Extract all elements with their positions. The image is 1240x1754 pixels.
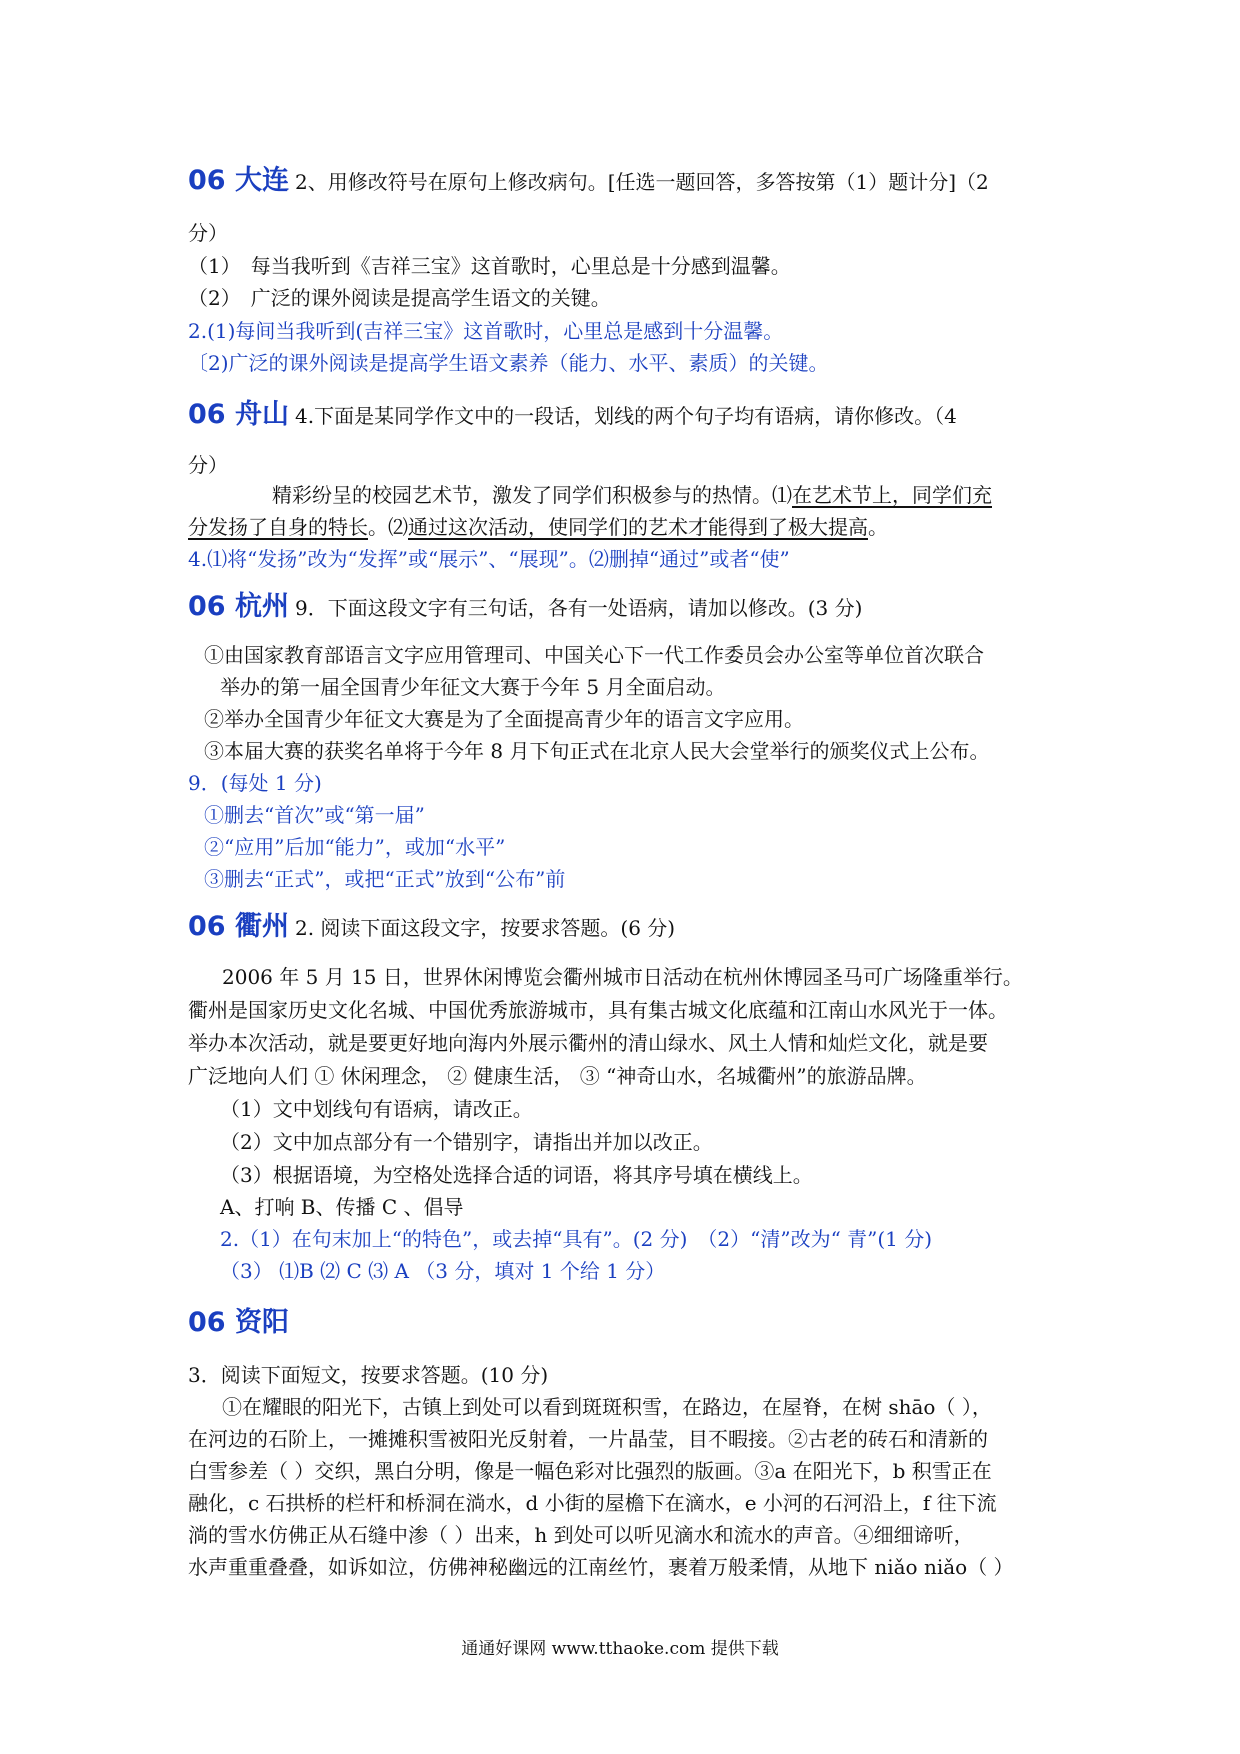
- passage-line-2: [188, 512, 888, 542]
- passage-line: 衢州是国家历史文化名城、中国优秀旅游城市，具有集古城文化底蕴和江南山水风光于一体。: [188, 998, 1008, 1022]
- underlined-sentence: 分发扬了自身的特长: [188, 515, 368, 539]
- region-tag: 06 资阳: [188, 1307, 289, 1338]
- page-footer: 通通好课网 www.tthaoke.com 提供下载: [461, 1639, 779, 1659]
- passage-line: 广泛地向人们 ① 休闲理念， ② 健康生活， ③ “神奇山水，名城衢州”的旅游品牌。: [188, 1064, 927, 1088]
- answer-1: ①删去“首次”或“第一届”: [204, 803, 425, 827]
- sub-question-3: （3）根据语境，为空格处选择合适的词语，将其序号填在横线上。: [220, 1163, 813, 1187]
- passage-line-1: [272, 480, 992, 510]
- passage-line: 水声重重叠叠，如诉如泣，仿佛神秘幽远的江南丝竹，裹着万般柔情，从地下 niǎo niǎo（ ）: [188, 1555, 1014, 1579]
- passage-line: ③本届大赛的获奖名单将于今年 8 月下旬正式在北京人民大会堂举行的颁奖仪式上公布。: [204, 739, 990, 763]
- section-zhoushan-question: [188, 400, 957, 431]
- question-text: 3．阅读下面短文，按要求答题。(10 分): [188, 1363, 549, 1387]
- question-text: 2、用修改符号在原句上修改病句。[任选一题回答，多答按第（1）题计分]（2: [294, 170, 989, 194]
- question-continuation: 分）: [188, 221, 228, 245]
- answer-2: （3） ⑴B ⑵ C ⑶ A （3 分，填对 1 个给 1 分）: [220, 1259, 666, 1283]
- passage-line: 淌的雪水仿佛正从石缝中渗（ ）出来，h 到处可以听见滴水和流水的声音。④细细谛听，: [188, 1523, 974, 1547]
- answer-2: ②“应用”后加“能力”，或加“水平”: [204, 835, 506, 859]
- passage-line: ①在耀眼的阳光下，古镇上到处可以看到斑斑积雪，在路边，在屋脊，在树 shāo（ ），: [222, 1395, 992, 1419]
- question-text: 9．下面这段文字有三句话，各有一处语病，请加以修改。(3 分): [294, 596, 863, 620]
- passage-line: 在河边的石阶上，一摊摊积雪被阳光反射着，一片晶莹，目不暇接。②古老的砖石和清新的: [188, 1427, 988, 1451]
- item-2: （2） 广泛的课外阅读是提高学生语文的关键。: [188, 286, 611, 310]
- sub-question-1: （1）文中划线句有语病，请改正。: [220, 1097, 533, 1121]
- item-1: （1） 每当我听到《吉祥三宝》这首歌时，心里总是十分感到温馨。: [188, 254, 791, 278]
- section-ziyang-title: [188, 1308, 295, 1339]
- options: A、打响 B、传播 C 、倡导: [220, 1195, 464, 1219]
- passage-line: ②举办全国青少年征文大赛是为了全面提高青少年的语言文字应用。: [204, 707, 804, 731]
- answer-1: 2.(1)每间当我听到(吉祥三宝》这首歌时，心里总是感到十分温馨。: [188, 319, 784, 343]
- underlined-sentence: 在艺术节上，同学们充: [792, 483, 992, 507]
- answer-header: 9．(每处 1 分): [188, 771, 322, 795]
- passage-text: 。⑵: [368, 515, 408, 539]
- passage-text: 精彩纷呈的校园艺术节，激发了同学们积极参与的热情。⑴: [272, 483, 792, 507]
- question-continuation: 分）: [188, 453, 228, 477]
- passage-line: 举办的第一届全国青少年征文大赛于今年 5 月全面启动。: [220, 675, 726, 699]
- section-dalian-question: [188, 166, 989, 197]
- passage-line: 举办本次活动，就是要更好地向海内外展示衢州的清山绿水、风土人情和灿烂文化，就是要: [188, 1031, 988, 1055]
- section-hangzhou-question: [188, 592, 862, 623]
- answer: 4.⑴将“发扬”改为“发挥”或“展示”、“展现”。⑵删掉“通过”或者“使”: [188, 547, 790, 571]
- answer-1: 2.（1）在句末加上“的特色”，或去掉“具有”。(2 分) （2）“清”改为“ 青”(1 分): [220, 1227, 933, 1251]
- passage-text: 。: [868, 515, 888, 539]
- underlined-sentence: 通过这次活动，使同学们的艺术才能得到了极大提高: [408, 515, 868, 539]
- passage-line: ①由国家教育部语言文字应用管理司、中国关心下一代工作委员会办公室等单位首次联合: [204, 643, 984, 667]
- region-tag: 06 杭州: [188, 591, 289, 622]
- passage-line: 融化，c 石拱桥的栏杆和桥洞在淌水，d 小街的屋檐下在滴水，e 小河的石河沿上，f 往下流: [188, 1491, 997, 1515]
- region-tag: 06 衢州: [188, 911, 289, 942]
- question-text: 4.下面是某同学作文中的一段话，划线的两个句子均有语病，请你修改。（4: [294, 404, 957, 428]
- section-quzhou-question: [188, 912, 675, 943]
- region-tag: 06 舟山: [188, 399, 289, 430]
- question-text: 2. 阅读下面这段文字，按要求答题。(6 分): [294, 916, 676, 940]
- passage-line: 白雪参差（ ）交织，黑白分明，像是一幅色彩对比强烈的版画。③a 在阳光下，b 积雪正在: [188, 1459, 992, 1483]
- answer-3: ③删去“正式”，或把“正式”放到“公布”前: [204, 867, 566, 891]
- sub-question-2: （2）文中加点部分有一个错别字，请指出并加以改正。: [220, 1130, 713, 1154]
- region-tag: 06 大连: [188, 165, 289, 196]
- answer-2: 〔2)广泛的课外阅读是提高学生语文素养（能力、水平、素质）的关键。: [188, 351, 829, 375]
- passage-line: 2006 年 5 月 15 日，世界休闲博览会衢州城市日活动在杭州休博园圣马可广场隆重举行。: [222, 965, 1023, 989]
